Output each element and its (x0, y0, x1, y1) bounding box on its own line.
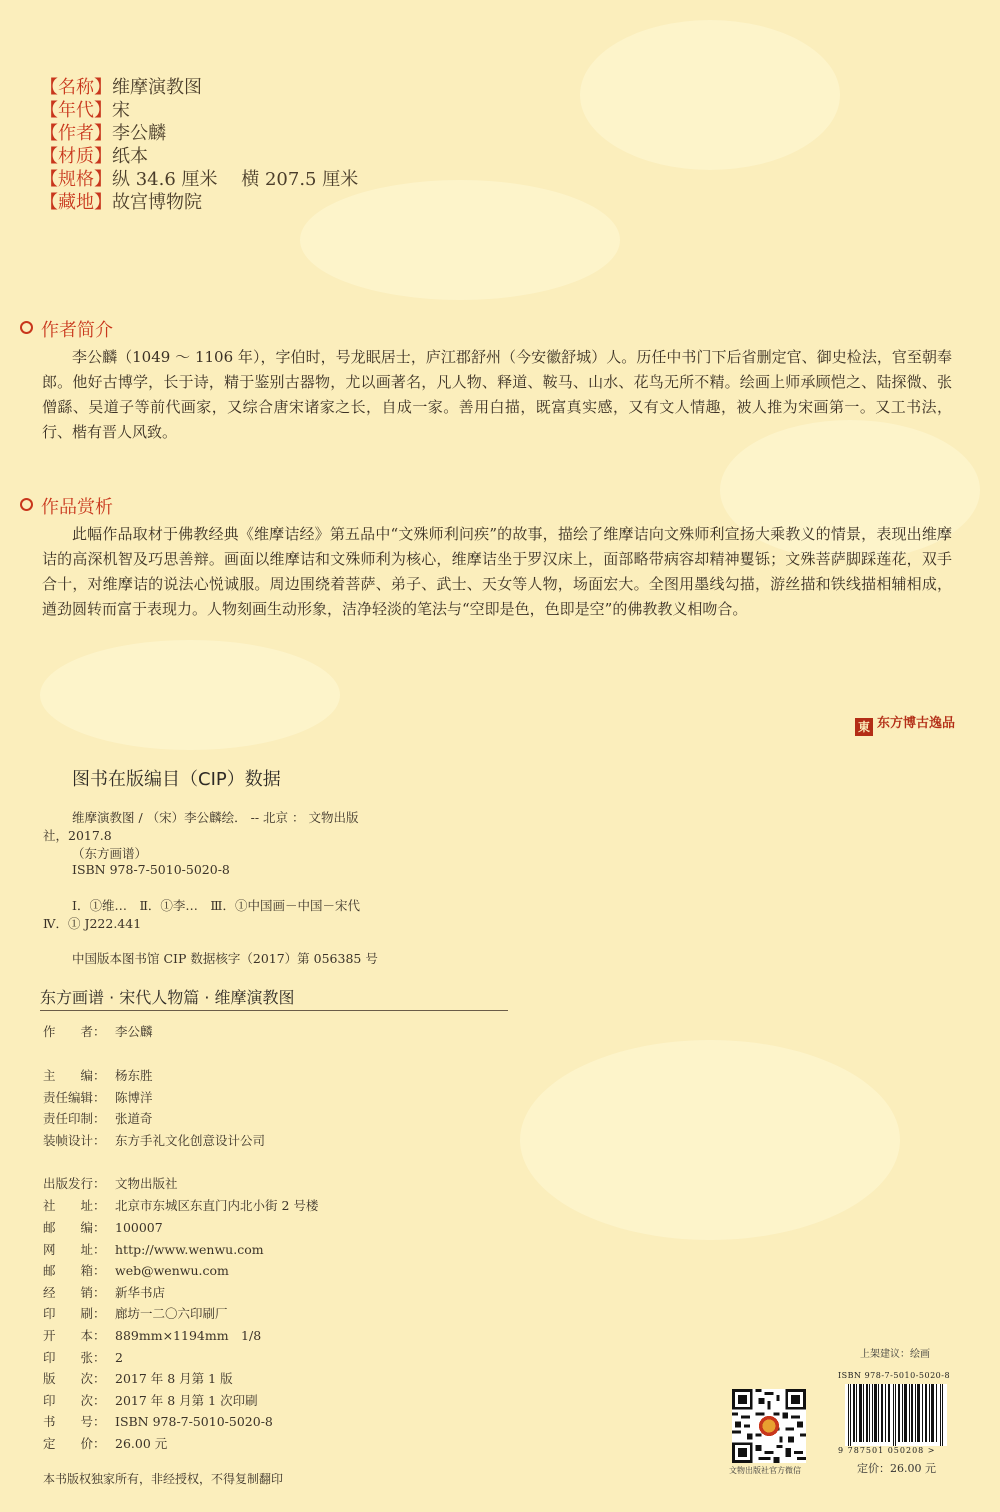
publishing-row: 印 张： 2 (43, 1350, 123, 1365)
credit-row: 主 编： 杨东胜 (43, 1068, 153, 1083)
cloud-decoration (40, 640, 340, 750)
credit-row: 责任印制： 张道奇 (43, 1111, 153, 1126)
cip-line: Ⅰ．①维… Ⅱ．①李… Ⅲ．①中国画－中国－宋代 (72, 898, 360, 913)
author-bio-paragraph: 李公麟（1049 ～ 1106 年），字伯时，号龙眠居士，庐江郡舒州（今安徽舒城）人。历任中书门下后省删定官、御史检法，官至朝奉郎。他好古博学，长于诗，精于鉴别古器物，尤以画著名，凡人物、释道、鞍马、山水、花鸟无所不精。绘画上师承顾恺之、陆探微、张僧繇、吴道子等前代画家，又综合唐宋诸家之长，自成一家。善用白描，既富真实感，又有文人情趣，被人推为宋画第一。又工书法，行、楷有晋人风致。 (42, 348, 952, 441)
barcode-isbn: ISBN 978-7-5010-5020-8 (838, 1371, 951, 1380)
publishing-row: 印 刷： 廊坊一二〇六印刷厂 (43, 1306, 228, 1321)
qr-code-icon (732, 1389, 806, 1463)
cip-line: ISBN 978-7-5010-5020-8 (72, 862, 230, 877)
publishing-row: 开 本： 889mm×1194mm 1/8 (43, 1328, 262, 1343)
meta-material: 【材质】纸本 (40, 146, 148, 167)
cloud-decoration (520, 1040, 900, 1240)
series-title: 东方画谱 · 宋代人物篇 · 维摩演教图 (40, 988, 295, 1007)
barcode-price: 定价：26.00 元 (857, 1462, 936, 1475)
brand-seal-icon: 東 (855, 718, 873, 736)
shelf-suggestion: 上架建议：绘画 (860, 1349, 930, 1360)
cip-line: 中国版本图书馆 CIP 数据核字（2017）第 056385 号 (72, 951, 378, 966)
qr-caption: 文物出版社官方微信 (729, 1466, 801, 1475)
meta-author: 【作者】李公麟 (40, 123, 166, 144)
author-section-heading: 作者简介 (20, 316, 113, 342)
credit-row: 装帧设计： 东方手礼文化创意设计公司 (43, 1133, 266, 1148)
cip-line: （东方画谱） (72, 846, 148, 861)
publishing-row: 社 址： 北京市东城区东直门内北小街 2 号楼 (43, 1198, 319, 1213)
cip-line: 维摩演教图 / （宋）李公麟绘． -- 北京 ： 文物出版 (72, 810, 359, 825)
cip-line: Ⅳ．① J222.441 (43, 916, 142, 931)
cloud-decoration (580, 20, 840, 170)
credit-row: 责任编辑： 陈博洋 (43, 1090, 153, 1105)
publishing-row: 邮 编： 100007 (43, 1220, 163, 1235)
artwork-metadata (40, 76, 358, 214)
meta-era: 【年代】宋 (40, 100, 130, 121)
meta-name: 【名称】维摩演教图 (40, 77, 202, 98)
publishing-row: 版 次： 2017 年 8 月第 1 版 (43, 1371, 233, 1386)
publishing-row: 出版发行： 文物出版社 (43, 1176, 178, 1191)
barcode-digits: 9 787501 050208 > (838, 1446, 936, 1455)
publishing-row: 定 价： 26.00 元 (43, 1436, 168, 1451)
publishing-row: 经 销： 新华书店 (43, 1285, 166, 1300)
publishing-row: 邮 箱： web@wenwu.com (43, 1263, 229, 1278)
publishing-row: 书 号： ISBN 978-7-5010-5020-8 (43, 1414, 273, 1429)
meta-collection: 【藏地】故宫博物院 (40, 192, 202, 213)
copyright-notice: 本书版权独家所有，非经授权，不得复制翻印 (43, 1472, 284, 1486)
work-section-heading: 作品赏析 (20, 493, 113, 519)
barcode-icon (845, 1384, 947, 1446)
circle-bullet-icon (20, 321, 33, 334)
publishing-row: 网 址： http://www.wenwu.com (43, 1242, 264, 1257)
work-appreciation-paragraph: 此幅作品取材于佛教经典《维摩诘经》第五品中“文殊师利问疾”的故事，描绘了维摩诘向文殊师利宣扬大乘教义的情景，表现出维摩诘的高深机智及巧思善辩。画面以维摩诘和文殊师利为核心，维摩诘坐于罗汉床上，面部略带病容却精神矍铄；文殊菩萨脚踩莲花，双手合十，对维摩诘的说法心悦诚服。周边围绕着菩萨、弟子、武士、天女等人物，场面宏大。全图用墨线勾描，游丝描和铁线描相辅相成，遒劲圆转而富于表现力。人物刻画生动形象，洁净轻淡的笔法与“空即是色，色即是空”的佛教教义相吻合。 (42, 525, 952, 618)
divider (40, 1010, 508, 1011)
circle-bullet-icon (20, 498, 33, 511)
publishing-row: 印 次： 2017 年 8 月第 1 次印刷 (43, 1393, 258, 1408)
credit-row: 作 者： 李公麟 (43, 1024, 153, 1039)
publisher-brand: 東 东方博古逸品 (855, 712, 955, 736)
meta-size: 【规格】纵 34.6 厘米 横 207.5 厘米 (40, 169, 359, 190)
cip-line: 社，2017.8 (43, 828, 112, 843)
cip-title: 图书在版编目（CIP）数据 (72, 769, 281, 790)
